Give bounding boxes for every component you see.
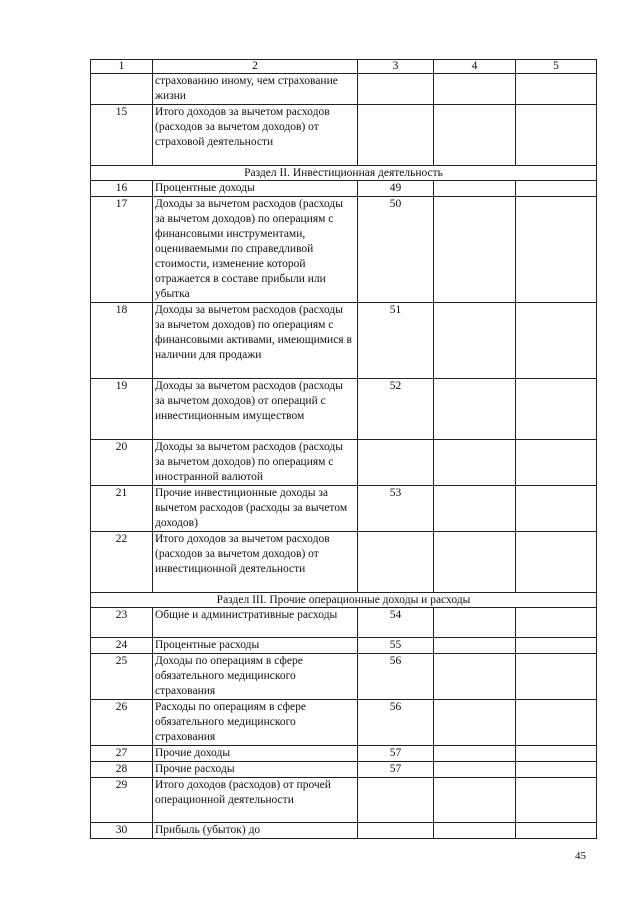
row-note-cell <box>358 778 434 823</box>
table-row <box>91 379 597 440</box>
table-row <box>91 197 597 303</box>
section-header-row <box>91 593 597 608</box>
row-note-cell: 57 <box>358 762 434 778</box>
row-note-cell <box>358 532 434 593</box>
row-value-cell-current <box>434 654 516 700</box>
row-description-cell: Прочие расходы <box>153 762 358 778</box>
row-number-cell: 23 <box>91 608 153 638</box>
row-value-cell-current <box>434 762 516 778</box>
row-value-cell-previous <box>516 778 597 823</box>
page-number: 45 <box>575 850 586 862</box>
row-note-cell <box>358 74 434 105</box>
row-note-cell: 54 <box>358 608 434 638</box>
row-note-cell: 56 <box>358 700 434 746</box>
row-description-cell: Прочие инвестиционные доходы за вычетом расходов (расходы за вычетом доходов) <box>153 486 358 532</box>
row-number-cell: 27 <box>91 746 153 762</box>
row-description-cell: Доходы за вычетом расходов (расходы за вычетом доходов) от операций с инвестиционным имуществом <box>153 379 358 440</box>
row-description-cell: Прибыль (убыток) до <box>153 823 358 839</box>
row-value-cell-previous <box>516 654 597 700</box>
row-value-cell-current <box>434 181 516 197</box>
row-number-cell: 29 <box>91 778 153 823</box>
row-number-cell: 18 <box>91 303 153 379</box>
row-description-cell: Итого доходов за вычетом расходов (расходов за вычетом доходов) от страховой деятельности <box>153 105 358 166</box>
row-note-cell: 53 <box>358 486 434 532</box>
row-value-cell-previous <box>516 746 597 762</box>
row-description-cell: Доходы за вычетом расходов (расходы за вычетом доходов) по операциям с финансовыми инструментами, оцениваемыми по справедливой стоимости, изменение которой отражается в составе прибыли или убытка <box>153 197 358 303</box>
table-row <box>91 608 597 638</box>
row-number-cell: 25 <box>91 654 153 700</box>
section-header-row <box>91 166 597 181</box>
row-note-cell <box>358 105 434 166</box>
row-note-cell: 57 <box>358 746 434 762</box>
table-row <box>91 823 597 839</box>
row-value-cell-current <box>434 486 516 532</box>
table-header-row <box>91 60 597 74</box>
row-description-cell: Процентные доходы <box>153 181 358 197</box>
row-description-cell: Расходы по операциям в сфере обязательного медицинского страхования <box>153 700 358 746</box>
row-value-cell-previous <box>516 638 597 654</box>
row-value-cell-previous <box>516 700 597 746</box>
row-description-cell: Итого доходов (расходов) от прочей операционной деятельности <box>153 778 358 823</box>
row-value-cell-current <box>434 440 516 486</box>
table-row <box>91 303 597 379</box>
table-row <box>91 440 597 486</box>
row-description-cell: Доходы за вычетом расходов (расходы за вычетом доходов) по операциям с иностранной валютой <box>153 440 358 486</box>
row-number-cell: 16 <box>91 181 153 197</box>
table-body <box>91 60 597 839</box>
row-description-cell: страхованию иному, чем страхование жизни <box>153 74 358 105</box>
row-number-cell <box>91 74 153 105</box>
row-note-cell: 56 <box>358 654 434 700</box>
row-number-cell: 17 <box>91 197 153 303</box>
row-value-cell-current <box>434 105 516 166</box>
table-row <box>91 746 597 762</box>
row-note-cell: 49 <box>358 181 434 197</box>
row-value-cell-previous <box>516 197 597 303</box>
row-description-cell: Процентные расходы <box>153 638 358 654</box>
row-value-cell-current <box>434 700 516 746</box>
row-description-cell: Доходы за вычетом расходов (расходы за вычетом доходов) по операциям с финансовыми активами, имеющимися в наличии для продажи <box>153 303 358 379</box>
row-number-cell: 30 <box>91 823 153 839</box>
row-value-cell-current <box>434 379 516 440</box>
row-description-cell: Итого доходов за вычетом расходов (расходов за вычетом доходов) от инвестиционной деятельности <box>153 532 358 593</box>
table-row <box>91 638 597 654</box>
table-row <box>91 778 597 823</box>
row-value-cell-current <box>434 638 516 654</box>
table-row <box>91 486 597 532</box>
table-row <box>91 654 597 700</box>
row-value-cell-current <box>434 778 516 823</box>
row-value-cell-current <box>434 197 516 303</box>
column-header-3: 3 <box>358 60 434 74</box>
row-number-cell: 21 <box>91 486 153 532</box>
row-number-cell: 15 <box>91 105 153 166</box>
row-value-cell-previous <box>516 762 597 778</box>
row-note-cell: 55 <box>358 638 434 654</box>
row-value-cell-previous <box>516 181 597 197</box>
table-row <box>91 700 597 746</box>
row-number-cell: 20 <box>91 440 153 486</box>
row-value-cell-current <box>434 532 516 593</box>
column-header-5: 5 <box>516 60 597 74</box>
row-value-cell-current <box>434 608 516 638</box>
row-value-cell-previous <box>516 608 597 638</box>
row-value-cell-current <box>434 746 516 762</box>
row-note-cell: 50 <box>358 197 434 303</box>
row-value-cell-previous <box>516 379 597 440</box>
column-header-1: 1 <box>91 60 153 74</box>
row-value-cell-current <box>434 823 516 839</box>
section-title: Раздел II. Инвестиционная деятельность <box>91 166 597 181</box>
row-description-cell: Прочие доходы <box>153 746 358 762</box>
row-description-cell: Общие и административные расходы <box>153 608 358 638</box>
table-row <box>91 105 597 166</box>
row-value-cell-previous <box>516 823 597 839</box>
column-header-2: 2 <box>153 60 358 74</box>
section-title: Раздел III. Прочие операционные доходы и расходы <box>91 593 597 608</box>
row-value-cell-previous <box>516 532 597 593</box>
column-header-4: 4 <box>434 60 516 74</box>
row-value-cell-previous <box>516 74 597 105</box>
row-description-cell: Доходы по операциям в сфере обязательного медицинского страхования <box>153 654 358 700</box>
row-number-cell: 26 <box>91 700 153 746</box>
row-number-cell: 22 <box>91 532 153 593</box>
row-note-cell: 51 <box>358 303 434 379</box>
row-value-cell-previous <box>516 486 597 532</box>
row-value-cell-previous <box>516 440 597 486</box>
row-note-cell <box>358 823 434 839</box>
row-number-cell: 19 <box>91 379 153 440</box>
row-value-cell-previous <box>516 105 597 166</box>
row-note-cell <box>358 440 434 486</box>
row-number-cell: 28 <box>91 762 153 778</box>
financial-statement-table <box>90 59 597 839</box>
table-row <box>91 74 597 105</box>
row-value-cell-current <box>434 74 516 105</box>
row-value-cell-previous <box>516 303 597 379</box>
row-number-cell: 24 <box>91 638 153 654</box>
table-row <box>91 181 597 197</box>
table-row <box>91 532 597 593</box>
table-row <box>91 762 597 778</box>
row-note-cell: 52 <box>358 379 434 440</box>
row-value-cell-current <box>434 303 516 379</box>
